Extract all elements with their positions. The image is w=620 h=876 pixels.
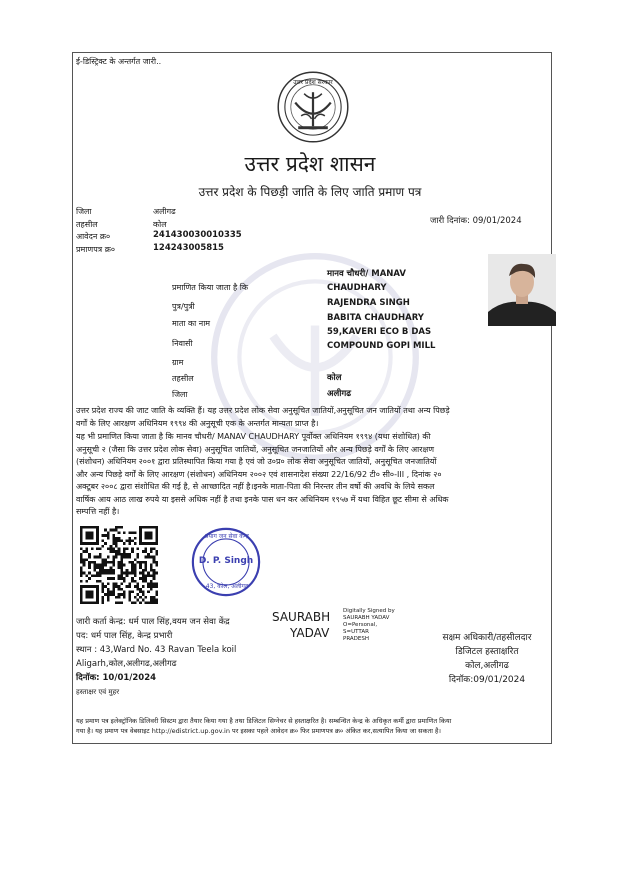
issuer-place: स्थान : 43,Ward No. 43 Ravan Teela koil — [76, 645, 237, 655]
digital-sign-details: Digitally Signed by SAURABH YADAV O=Personal, S=UTTAR PRADESH — [343, 608, 395, 642]
address-label: निवासी — [172, 339, 193, 348]
certification-paragraph: यह भी प्रमाणित किया जाता है कि मानव चौधरी/ MANAV CHAUDHARY पूर्वोक्त अधिनियम १९९४ (यथा संशोधित) की अनुसूची २ (जैसा कि उत्तर प्रदेश लोक सेवा) अनुसूचित जातियों, अनुसूचित जनजातियों और अन्य पिछड़े वर्गों के लिए आरक्षण (संशोधन) अधिनियम २००१ द्वारा प्रतिस्थापित किया गया है एवं जो उ०प्र० लोक सेवा अनुसूचित जातियों, अनुसूचित जनजातियों और अन्य पिछड़े वर्गों के लिए आरक्षण (संशोधन) अधिनियम २००२ एवं शासनादेश संख्या 22/16/92 टी० सी०-III , दिनांक २० अक्टूबर २००८ द्वारा संशोधित की गई है, से आच्छादित नहीं है।इनके माता-पिता की निरन्तर तीन वर्षो की अवधि के लिये सकल वार्षिक आय आठ लाख रुपये या इससे अधिक नहीं है तथा इनके पास धन कर अधिनियम १९५७ में यथा विहित छूट सीमा से अधिक सम्पत्ति नहीं है। — [76, 432, 449, 516]
certificate-subtitle: उत्तर प्रदेश के पिछड़ी जाति के लिए जाति प्रमाण पत्र — [198, 185, 422, 199]
district-value: अलीगढ — [153, 207, 176, 216]
qr-code — [80, 526, 158, 604]
address-line2: COMPOUND GOPI MILL — [327, 341, 436, 351]
district-label: जिला — [76, 207, 92, 216]
applicant-photo — [488, 254, 556, 326]
edistrict-note: ई-डिस्ट्रिक्ट के अन्तर्गत जारी.. — [76, 57, 162, 66]
caste-paragraph: उत्तर प्रदेश राज्य की जाट जाति के व्यक्ति हैं। यह उत्तर प्रदेश लोक सेवा अनुसूचित जातियों,अनुसूचित जन जातियों तथा अन्य पिछड़े वर्गों के लिए आरक्षण अधिनियम १९९४ की अनुसूची एक के अन्तर्गत मान्यता प्राप्त है। — [76, 406, 450, 428]
father-value: RAJENDRA SINGH — [327, 298, 410, 308]
father-label: पुत्र/पुत्री — [172, 302, 195, 311]
person-district-label: जिला — [172, 390, 188, 399]
issuer-sign-label: हस्ताक्षर एवं मुहर — [76, 688, 120, 696]
authority-title: सक्षम अधिकारी/तहसीलदार — [442, 633, 532, 643]
address-line1: 59,KAVERI ECO B DAS — [327, 327, 432, 337]
mother-label: माता का नाम — [172, 319, 211, 328]
issuer-center: जारी कर्ता केन्द्र: धर्म पाल सिंह,वयम जन सेवा केंद्र — [76, 617, 230, 627]
person-district-value: अलीगढ — [327, 389, 352, 399]
page-title: उत्तर प्रदेश शासन — [244, 152, 376, 176]
application-no-value: 241430030010335 — [153, 230, 242, 240]
issuer-address: Aligarh,कोल,अलीगढ,अलीगढ — [76, 659, 177, 669]
stamp-name: D. P. Singh — [198, 556, 254, 566]
tehsil-label: तहसील — [76, 220, 98, 229]
certify-label: प्रमाणित किया जाता है कि — [172, 283, 249, 292]
authority-digital: डिजिटल हस्ताक्षरित — [455, 647, 519, 657]
mother-value: BABITA CHAUDHARY — [327, 313, 424, 323]
person-name-line1: मानव चौधरी/ MANAV — [327, 269, 406, 279]
certificate-no-label: प्रमाणपत्र क्र० — [76, 245, 115, 254]
issuer-post: पद: धर्म पाल सिंह, केन्द्र प्रभारी — [76, 631, 173, 641]
authority-date: दिनॉक:09/01/2024 — [448, 675, 526, 685]
issue-date: जारी दिनांक: 09/01/2024 — [430, 216, 522, 226]
stamp-top-text: प्रयाग जन सेवा केन्द्र — [205, 533, 249, 540]
application-no-label: आवेदन क्र० — [76, 232, 111, 241]
emblem-label: उत्तर प्रदेश सरकार — [293, 79, 333, 86]
digital-signer-name2: YADAV — [290, 626, 330, 640]
person-tehsil-value: कोल — [327, 373, 342, 383]
authority-place: कोल,अलीगढ — [465, 661, 509, 671]
tehsil-value: कोल — [153, 220, 167, 229]
digital-signer-name1: SAURABH — [272, 610, 331, 624]
issuer-date: दिनॉक: 10/01/2024 — [76, 673, 157, 683]
person-name-line2: CHAUDHARY — [327, 283, 387, 293]
person-tehsil-label: तहसील — [172, 374, 194, 383]
stamp-bottom-text: 43, कोल, अलीगढ — [205, 583, 249, 590]
village-label: ग्राम — [172, 358, 184, 367]
certificate-no-value: 124243005815 — [153, 243, 224, 253]
footer-note: यह प्रमाण पत्र इलेक्ट्रॉनिक डिलिवरी सिस्टम द्वारा तैयार किया गया है तथा डिजिटल सिग्नेचर से हस्ताक्षरित है। सम्बन्धित केन्द्र के अधिकृत कर्मी द्वारा प्रमाणित किया गया है। यह प्रमाण पत्र वेबसाइट http://edistrict.up.gov.in पर इसका पहले आवेदन क्र० फिर प्रमाणपत्र क्र० अंकित कर,सत्यापित किया जा सकता है। — [76, 717, 452, 735]
